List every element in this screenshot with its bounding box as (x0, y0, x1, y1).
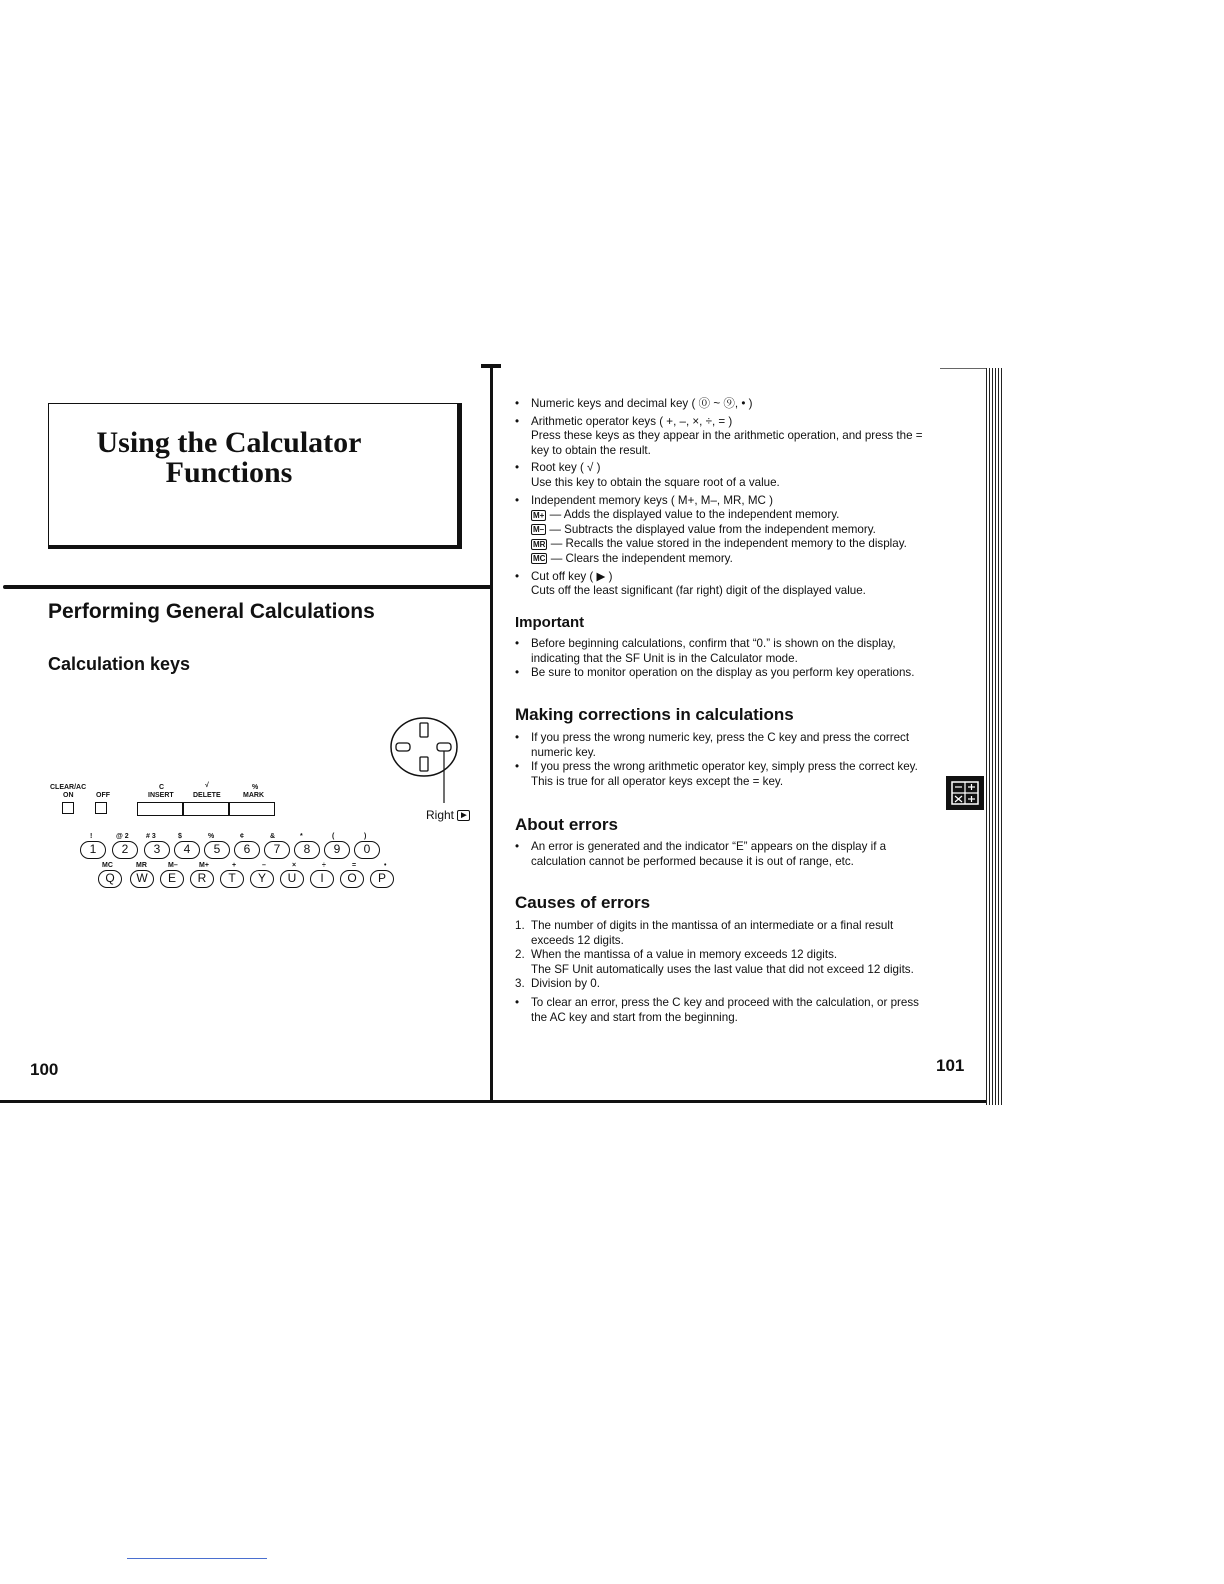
mark-minus: – (262, 862, 266, 869)
footer-link-line (127, 1558, 267, 1559)
important-list (515, 637, 927, 681)
chapter-title-line2: Functions (165, 456, 293, 489)
mark-label: MARK (243, 792, 264, 799)
key-descriptions (515, 397, 927, 599)
list-item: • To clear an error, press the C key and proceed with the calculation, or press the AC key and start from the beginning. (515, 995, 919, 1024)
right-edge-top (940, 368, 990, 369)
key-o: O (340, 870, 364, 888)
mark-10: ) (364, 833, 367, 840)
key-3: 3 (144, 841, 170, 859)
corrections-heading: Making corrections in calculations (515, 705, 794, 724)
list-item: • Cut off key ( ▶ ) Cuts off the least significant (far right) digit of the displayed value. (515, 569, 866, 598)
key-r: R (190, 870, 214, 888)
list-item: • Before beginning calculations, confirm that “0.” is shown on the display, indicating that the SF Unit is in the Calculator mode. (515, 637, 896, 665)
key-t: T (220, 870, 244, 888)
mark-times: × (292, 862, 297, 869)
mark-3: # 3 (146, 833, 156, 840)
off-key (95, 802, 107, 814)
memory-line-mminus: M– — Subtracts the displayed value from the independent memory. (533, 522, 876, 536)
mark-6: ¢ (240, 833, 244, 840)
spine (490, 366, 493, 1103)
corrections-list (515, 731, 927, 789)
mark-7: & (270, 833, 276, 840)
root-label: √ (205, 782, 209, 789)
key-2: 2 (112, 841, 138, 859)
causes-list (515, 919, 927, 1025)
memory-line-mr: MR — Recalls the value stored in the independent memory to the display. (533, 537, 907, 551)
key-u: U (280, 870, 304, 888)
mark-9: ( (332, 833, 335, 840)
mark-divide: ÷ (322, 862, 326, 869)
right-key-icon: ▶ (457, 810, 470, 821)
mark-1: ! (90, 833, 93, 840)
list-item: 1. The number of digits in the mantissa of an intermediate or a final result exceeds 12 digits. (515, 919, 894, 947)
mark-5: % (208, 833, 215, 840)
bottom-rule (0, 1100, 1004, 1103)
list-item: • Root key ( √ ) Use this key to obtain the square root of a value. (515, 461, 780, 489)
list-item: • Numeric keys and decimal key ( ⓪ ~ ⑨, • ) (515, 397, 753, 410)
mark-m-minus: M– (168, 862, 178, 869)
chapter-title-line1: Using the Calculator (96, 426, 362, 459)
key-9: 9 (324, 841, 350, 859)
list-item: • If you press the wrong numeric key, press the C key and press the correct numeric key. (515, 731, 910, 759)
cursor-right-label: Right ▶ (426, 808, 470, 822)
calculator-tab-icon (946, 776, 984, 810)
memory-line-mplus: M+ — Adds the displayed value to the independent memory. (533, 508, 840, 522)
errors-heading: About errors (515, 815, 618, 834)
list-item: • Arithmetic operator keys ( +, –, ×, ÷, = ) Press these keys as they appear in the arithmetic operation, and press the = key to obtain the result. (515, 414, 923, 457)
causes-heading: Causes of errors (515, 893, 651, 912)
list-item: • Independent memory keys ( M+, M–, MR, MC ) M+ — Adds the displayed value to the independent memory. M– — Subtracts the displayed value from the independent memory. MR — Recalls the value stored in the independent memory to the display. MC — Clears the independent memory. (515, 494, 927, 567)
mark-equals: = (352, 862, 357, 869)
important-heading: Important (515, 614, 585, 631)
mark-4: $ (178, 833, 182, 840)
memory-line-mc: MC — Clears the independent memory. (533, 551, 733, 565)
mark-mc: MC (102, 862, 113, 869)
key-q: Q (98, 870, 122, 888)
key-y: Y (250, 870, 274, 888)
insert-delete-mark-keys (137, 802, 275, 816)
mark-m-plus: M+ (199, 862, 209, 869)
page-number-right: 101 (936, 1056, 965, 1075)
on-key (62, 802, 74, 814)
mark-mr: MR (136, 862, 147, 869)
key-7: 7 (264, 841, 290, 859)
key-0: 0 (354, 841, 380, 859)
number-row-marks (82, 833, 382, 841)
key-4: 4 (174, 841, 200, 859)
key-p: P (370, 870, 394, 888)
list-item: • Be sure to monitor operation on the display as you perform key operations. (515, 666, 915, 680)
subsection-title: Calculation keys (48, 654, 191, 674)
on-label: ON (63, 792, 74, 799)
section-divider (3, 585, 493, 589)
clear-ac-label: CLEAR/AC (50, 784, 87, 791)
off-label: OFF (96, 792, 110, 799)
mark-2: @ 2 (116, 833, 129, 840)
list-item: 2. When the mantissa of a value in memory exceeds 12 digits. The SF Unit automatically uses the last value that did not exceed 12 digits. (515, 948, 914, 976)
key-6: 6 (234, 841, 260, 859)
mark-dot: • (384, 862, 387, 869)
key-w: W (130, 870, 154, 888)
errors-list (515, 840, 927, 869)
page-number-left: 100 (30, 1060, 59, 1079)
key-8: 8 (294, 841, 320, 859)
mark-plus: + (232, 862, 237, 869)
c-label: C (159, 784, 165, 791)
percent-label: % (252, 784, 259, 791)
key-1: 1 (80, 841, 106, 859)
chapter-title (79, 428, 379, 488)
delete-label: DELETE (193, 792, 221, 799)
mark-8: * (300, 833, 303, 840)
keyboard-illustration (50, 715, 480, 895)
key-e: E (160, 870, 184, 888)
chapter-title-box (48, 403, 462, 549)
key-i: I (310, 870, 334, 888)
key-5: 5 (204, 841, 230, 859)
insert-label: INSERT (148, 792, 174, 799)
list-item: • If you press the wrong arithmetic operator key, simply press the correct key. This is true for all operator keys except the = key. (515, 760, 918, 788)
section-title: Performing General Calculations (48, 600, 375, 623)
list-item: • An error is generated and the indicator “E” appears on the display if a calculation cannot be performed because it is out of range, etc. (515, 840, 887, 868)
cursor-pad-icon (388, 715, 460, 815)
page-edge (986, 368, 1004, 1105)
list-item: 3. Division by 0. (515, 977, 600, 991)
letter-row-marks (102, 862, 402, 870)
